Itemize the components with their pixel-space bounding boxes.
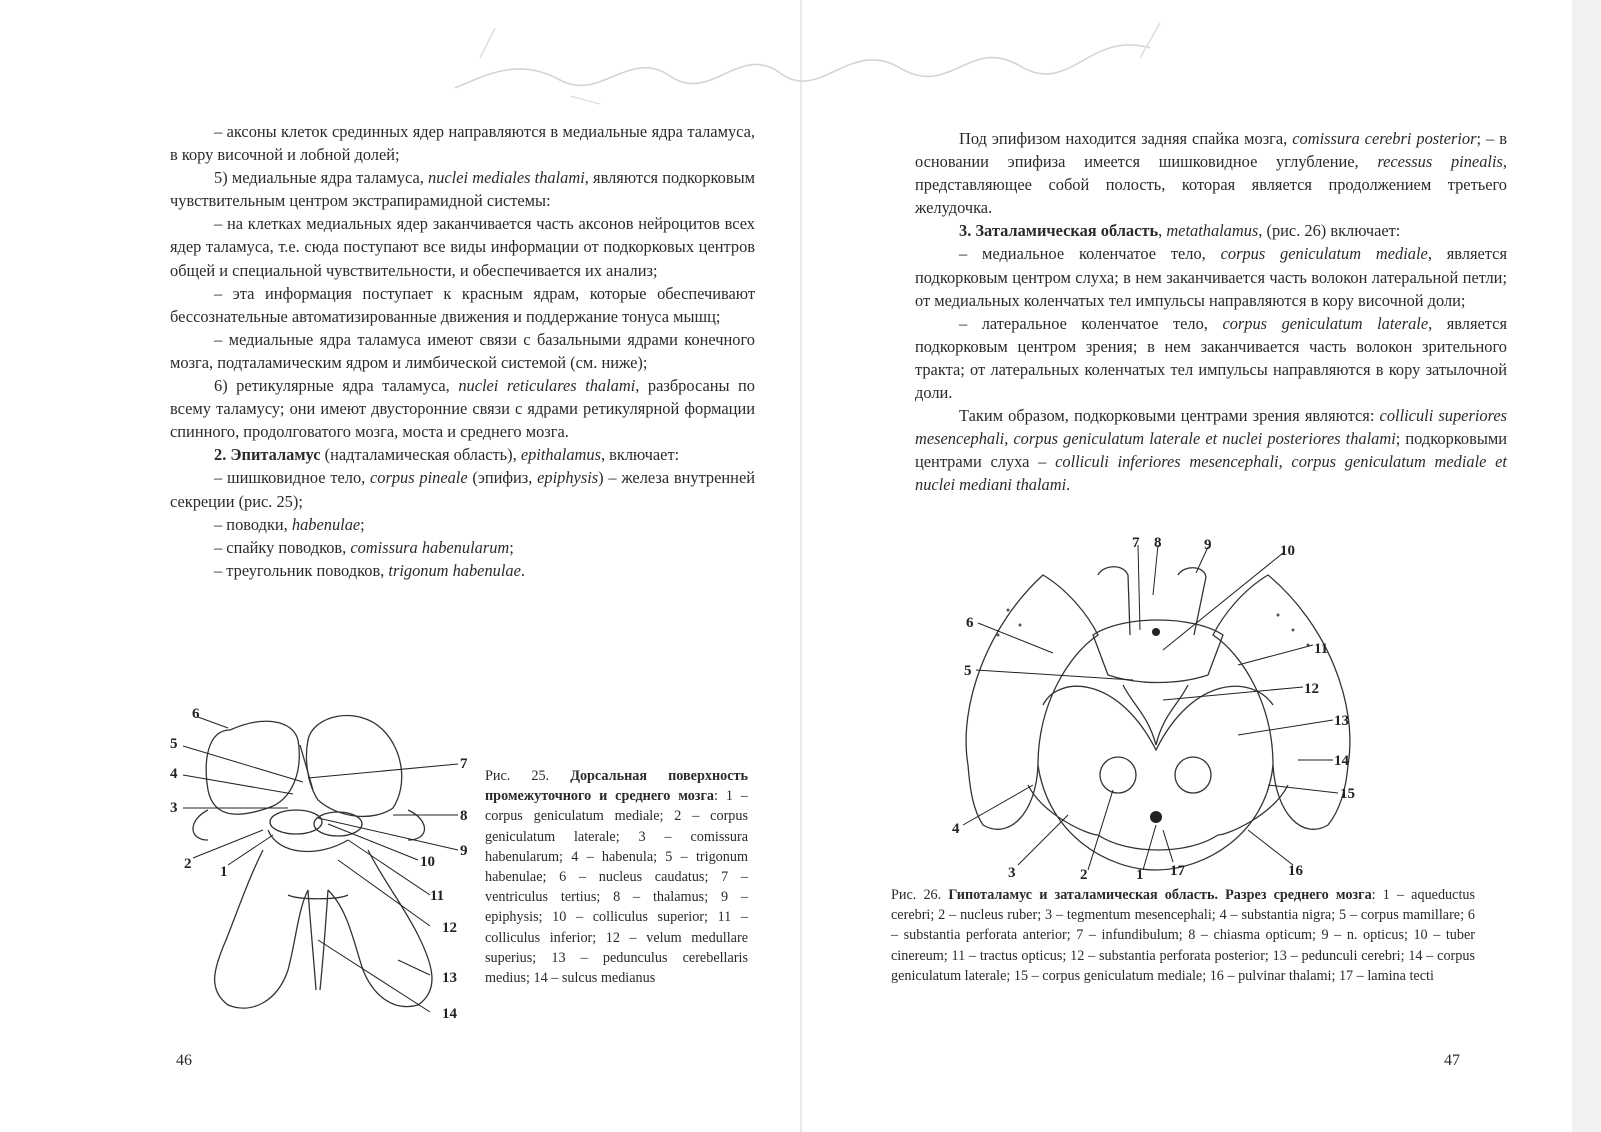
figure-26-caption (891, 885, 1475, 986)
text-run: trigonum habenulae (388, 560, 521, 580)
text-run: comissura habenularum (350, 537, 510, 557)
fig25-label-11: 11 (430, 888, 445, 904)
fig26-label-13: 13 (1334, 713, 1349, 729)
text-run: corpus geniculatum mediale (1220, 244, 1428, 264)
text-run: 2. Эпиталамус (214, 445, 321, 465)
fig26-label-4: 4 (952, 821, 960, 837)
text-run: Дорсальная поверхность промежуточного и среднего мозга (485, 768, 748, 805)
text-run: 6) ретикулярные ядра таламуса, (214, 376, 459, 396)
paragraph (170, 120, 755, 166)
text-run: nuclei reticulares thalami (458, 376, 636, 396)
paragraph (170, 212, 755, 281)
fig26-label-11: 11 (1314, 641, 1329, 657)
text-run: colliculi inferiores mesencephali, corpus geniculatum mediale et nuclei mediani thalami (915, 452, 1507, 495)
text-run: ) – железа внутренней секреции (рис. 25); (170, 468, 755, 511)
text-run: . (1066, 475, 1071, 495)
fig25-label-12: 12 (442, 920, 457, 936)
text-run: , представляющее собой полость, которая является продолжением третьего желудочка. (915, 152, 1507, 218)
paragraph (170, 282, 755, 328)
paragraph (170, 536, 755, 559)
fig25-label-3: 3 (170, 800, 178, 816)
paragraph (170, 328, 755, 374)
figure-25-caption (485, 766, 748, 988)
paragraph (170, 374, 755, 443)
fig25-label-9: 9 (460, 843, 468, 859)
text-run: , являются подкорковым чувствительным центром экстрапирамидной системы: (170, 168, 755, 211)
text-run: metathalamus (1166, 221, 1259, 241)
text-run: , является подкорковым центром слуха; в нем заканчивается часть волокон латеральной петли; от медиальных коленчатых тел импульсы направляются в кору височной доли; (915, 244, 1507, 310)
text-run: Рис. 25. (485, 768, 571, 784)
fig26-label-14: 14 (1334, 753, 1349, 769)
text-run: epithalamus (520, 445, 601, 465)
text-run: – треугольник поводков, (214, 560, 389, 580)
fig25-label-14: 14 (442, 1006, 457, 1022)
page-number-left: 46 (176, 1052, 192, 1069)
fig26-label-3: 3 (1008, 865, 1016, 880)
text-run: , (1158, 221, 1167, 241)
fig26-label-12: 12 (1304, 681, 1319, 697)
text-run: recessus pinealis (1377, 152, 1503, 172)
fig25-label-8: 8 (460, 808, 468, 824)
text-run: Под эпифизом находится задняя спайка мозга, (959, 129, 1293, 148)
text-run: : 1 – corpus geniculatum mediale; 2 – corpus geniculatum laterale; 3 – comissura habenularum; 4 – habenula; 5 – trigonum habenulae; 6 – nucleus caudatus; 7 – ventriculus tertius; 8 – thalamus; 9 – epiphysis; 10 – colliculus superior; 11 – colliculus inferior; 12 – velum medullare superius; 13 – pedunculus cerebellaris medius; 14 – sulcus medianus (485, 788, 748, 987)
fig26-label-9: 9 (1204, 537, 1212, 553)
figure-26-drawing (948, 535, 1378, 880)
paragraph (915, 312, 1507, 404)
scan-edge (1572, 0, 1601, 1132)
fig26-label-16: 16 (1288, 863, 1303, 879)
fig25-label-4: 4 (170, 766, 178, 782)
text-run: colliculi superiores mesencephali, corpus geniculatum laterale et nuclei posteriores thalami (915, 406, 1507, 449)
fig26-label-1: 1 (1136, 867, 1144, 880)
text-run: – медиальные ядра таламуса имеют связи с базальными ядрами конечного мозга, подталамическим ядром и лимбической системой (см. ниже); (170, 329, 755, 372)
page-number-right: 47 (1444, 1052, 1460, 1069)
text-run: – шишковидное тело, (214, 468, 370, 488)
paragraph (915, 404, 1507, 496)
text-run: – медиальное коленчатое тело, (959, 244, 1221, 264)
pencil-scribble (450, 18, 1170, 108)
text-run: – эта информация поступает к красным ядрам, которые обеспечивают бессознательные автоматизированные движения и поддержание тонуса мышц; (170, 283, 755, 326)
figure-25-drawing (168, 690, 478, 1030)
text-run: ; (509, 537, 514, 557)
text-run: (надталамическая область), (320, 445, 521, 465)
text-run: habenulae (291, 514, 361, 534)
text-run: , является подкорковым центром зрения; в нем заканчивается часть волокон зрительного тракта; от латеральных коленчатых тел импульсы направляются в кору затылочной доли. (915, 313, 1507, 403)
text-run: corpus geniculatum laterale (1222, 313, 1429, 333)
text-run: . (520, 560, 525, 580)
text-run: 3. Заталамическая область (959, 221, 1159, 241)
text-run: ; (360, 514, 365, 534)
text-run: , (рис. 26) включает: (1258, 221, 1401, 241)
paragraph (915, 242, 1507, 311)
paragraph (915, 219, 1507, 242)
text-run: Таким образом, подкорковыми центрами зрения являются: (959, 406, 1380, 426)
left-body-text (170, 120, 755, 582)
paragraph (170, 443, 755, 466)
text-run: epiphysis (537, 468, 599, 488)
fig25-label-2: 2 (184, 856, 192, 872)
fig26-label-8: 8 (1154, 535, 1162, 551)
fig26-label-10: 10 (1280, 543, 1295, 559)
paragraph (170, 559, 755, 582)
text-run: ; подкорковыми центрами слуха – (915, 429, 1507, 472)
text-run: Рис. 26. (891, 887, 949, 903)
fig26-label-2: 2 (1080, 867, 1088, 880)
figure-26 (948, 535, 1378, 880)
fig26-label-5: 5 (964, 663, 972, 679)
text-run: – спайку поводков, (214, 537, 351, 557)
fig25-label-10: 10 (420, 854, 435, 870)
fig25-label-6: 6 (192, 706, 200, 722)
text-run: comissura cerebri posterior (1292, 129, 1477, 148)
text-run: nuclei mediales thalami (428, 168, 585, 188)
fig25-label-5: 5 (170, 736, 178, 752)
paragraph (170, 466, 755, 512)
text-run: 5) медиальные ядра таламуса, (214, 168, 429, 188)
page-gutter (800, 0, 802, 1132)
text-run: – аксоны клеток срединных ядер направляются в медиальные ядра таламуса, в кору височной и лобной долей; (170, 122, 755, 165)
text-run: – латеральное коленчатое тело, (959, 313, 1223, 333)
text-run: : 1 – aqueductus cerebri; 2 – nucleus ruber; 3 – tegmentum mesencephali; 4 – substantia nigra; 5 – corpus mamillare; 6 – substantia perforata anterior; 7 – infundibulum; 8 – chiasma opticum; 9 – n. opticus; 10 – tuber cinereum; 11 – tractus opticus; 12 – substantia perforata posterior; 13 – pedunculi cerebri; 14 – corpus geniculatum laterale; 15 – corpus geniculatum mediale; 16 – pulvinar thalami; 17 – lamina tecti (891, 887, 1475, 984)
paragraph (170, 166, 755, 212)
text-run: (эпифиз, (467, 468, 538, 488)
paragraph (170, 513, 755, 536)
fig26-label-15: 15 (1340, 786, 1355, 802)
text-run: , разбросаны по всему таламусу; они имеют двусторонние связи с ядрами ретикулярной формации спинного, продолговатого мозга, моста и среднего мозга. (170, 376, 755, 442)
text-run: ; – в основании эпифиза имеется шишковидное углубление, (915, 129, 1507, 172)
fig25-label-1: 1 (220, 864, 228, 880)
right-body-text (915, 127, 1507, 497)
text-run: – на клетках медиальных ядер заканчивается часть аксонов нейроцитов всех ядер таламуса, т.е. сюда поступают все виды информации от подкорковых центров общей и специальной чувствительности, и обеспечивается их анализ; (170, 214, 755, 280)
fig26-label-17: 17 (1170, 863, 1185, 879)
paragraph (915, 127, 1507, 219)
fig25-label-7: 7 (460, 756, 468, 772)
figure-25 (168, 690, 478, 1030)
fig26-label-6: 6 (966, 615, 974, 631)
text-run: – поводки, (214, 514, 292, 534)
fig25-label-13: 13 (442, 970, 457, 986)
fig26-label-7: 7 (1132, 535, 1140, 551)
text-run: Гипоталамус и заталамическая область. Разрез среднего мозга (948, 887, 1372, 903)
text-run: corpus pineale (370, 468, 468, 488)
text-run: , включает: (600, 445, 680, 465)
